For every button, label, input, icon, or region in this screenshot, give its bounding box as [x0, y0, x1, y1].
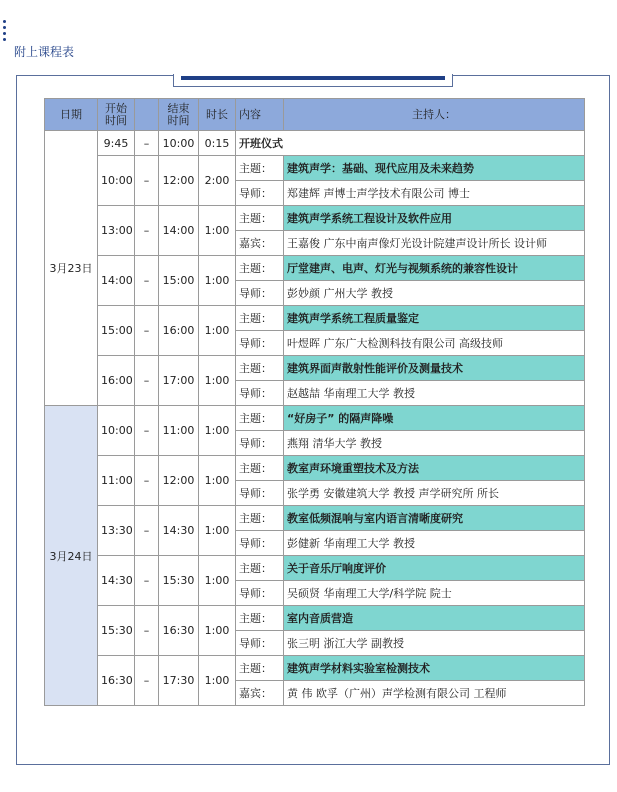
topic-text: 建筑声学材料实验室检测技术 — [284, 656, 585, 681]
speaker-label: 导师： — [236, 481, 284, 506]
topic-label: 主题： — [236, 306, 284, 331]
speaker-info: 王嘉俊 广东中南声像灯光设计院建声设计所长 设计师 — [284, 231, 585, 256]
topic-text: 建筑声学：基础、现代应用及未来趋势 — [284, 156, 585, 181]
speaker-label: 导师： — [236, 381, 284, 406]
speaker-label: 导师： — [236, 331, 284, 356]
speaker-info: 张三明 浙江大学 副教授 — [284, 631, 585, 656]
duration: 1:00 — [199, 456, 236, 506]
session-topic-row — [45, 456, 585, 481]
speaker-info: 吴硕贤 华南理工大学/科学院 院士 — [284, 581, 585, 606]
duration: 1:00 — [199, 506, 236, 556]
bullet-dots-icon — [3, 20, 7, 44]
start-time: 16:00 — [98, 356, 135, 406]
end-time: 17:00 — [159, 356, 199, 406]
topic-label: 主题： — [236, 456, 284, 481]
end-time: 16:30 — [159, 606, 199, 656]
header-host: 主持人： — [284, 99, 585, 131]
topic-label: 主题： — [236, 606, 284, 631]
speaker-label: 导师： — [236, 431, 284, 456]
dash: – — [135, 606, 159, 656]
dash: – — [135, 256, 159, 306]
start-time: 11:00 — [98, 456, 135, 506]
duration: 0:15 — [199, 131, 236, 156]
topic-label: 主题： — [236, 256, 284, 281]
speaker-label: 导师： — [236, 181, 284, 206]
session-topic-row — [45, 656, 585, 681]
dash: – — [135, 506, 159, 556]
speaker-info: 赵越喆 华南理工大学 教授 — [284, 381, 585, 406]
topic-text: 室内音质营造 — [284, 606, 585, 631]
duration: 1:00 — [199, 256, 236, 306]
topic-text: “好房子” 的隔声降噪 — [284, 406, 585, 431]
opening-title: 开班仪式 — [236, 131, 585, 156]
end-time: 17:30 — [159, 656, 199, 706]
start-time: 13:30 — [98, 506, 135, 556]
duration: 1:00 — [199, 306, 236, 356]
end-time: 10:00 — [159, 131, 199, 156]
topic-text: 建筑界面声散射性能评价及测量技术 — [284, 356, 585, 381]
header-duration: 时长 — [199, 99, 236, 131]
topic-label: 主题： — [236, 406, 284, 431]
speaker-info: 彭健新 华南理工大学 教授 — [284, 531, 585, 556]
topic-label: 主题： — [236, 656, 284, 681]
end-time: 15:00 — [159, 256, 199, 306]
header-date: 日期 — [45, 99, 98, 131]
start-time: 14:00 — [98, 256, 135, 306]
session-topic-row — [45, 606, 585, 631]
speaker-info: 黄 伟 欧孚（广州）声学检测有限公司 工程师 — [284, 681, 585, 706]
session-topic-row — [45, 256, 585, 281]
start-time: 15:00 — [98, 306, 135, 356]
frame-tab-bar — [181, 76, 445, 80]
end-time: 15:30 — [159, 556, 199, 606]
header-dash — [135, 99, 159, 131]
start-time: 10:00 — [98, 406, 135, 456]
dash: – — [135, 456, 159, 506]
duration: 1:00 — [199, 206, 236, 256]
start-time: 15:30 — [98, 606, 135, 656]
topic-label: 主题： — [236, 506, 284, 531]
dash: – — [135, 131, 159, 156]
speaker-info: 叶煜晖 广东广大检测科技有限公司 高级技师 — [284, 331, 585, 356]
topic-label: 主题： — [236, 356, 284, 381]
speaker-label: 导师： — [236, 281, 284, 306]
header-end: 结束 时间 — [159, 99, 199, 131]
header-content: 内容 — [236, 99, 284, 131]
session-topic-row — [45, 356, 585, 381]
speaker-info: 燕翔 清华大学 教授 — [284, 431, 585, 456]
end-time: 12:00 — [159, 156, 199, 206]
dash: – — [135, 656, 159, 706]
speaker-label: 导师： — [236, 581, 284, 606]
header-row — [45, 99, 585, 131]
dash: – — [135, 206, 159, 256]
speaker-label: 嘉宾： — [236, 681, 284, 706]
topic-text: 建筑声学系统工程质量鉴定 — [284, 306, 585, 331]
start-time: 10:00 — [98, 156, 135, 206]
end-time: 16:00 — [159, 306, 199, 356]
date-cell: 3月24日 — [45, 406, 98, 706]
start-time: 16:30 — [98, 656, 135, 706]
session-topic-row — [45, 306, 585, 331]
topic-text: 建筑声学系统工程设计及软件应用 — [284, 206, 585, 231]
dash: – — [135, 406, 159, 456]
section-heading: 附上课程表 — [14, 45, 75, 59]
session-topic-row — [45, 206, 585, 231]
topic-text: 关于音乐厅响度评价 — [284, 556, 585, 581]
date-cell: 3月23日 — [45, 131, 98, 406]
duration: 2:00 — [199, 156, 236, 206]
topic-text: 教室低频混响与室内语言清晰度研究 — [284, 506, 585, 531]
session-topic-row — [45, 556, 585, 581]
speaker-label: 导师： — [236, 531, 284, 556]
topic-text: 厅堂建声、电声、灯光与视频系统的兼容性设计 — [284, 256, 585, 281]
duration: 1:00 — [199, 606, 236, 656]
duration: 1:00 — [199, 356, 236, 406]
session-topic-row — [45, 156, 585, 181]
duration: 1:00 — [199, 556, 236, 606]
topic-label: 主题： — [236, 156, 284, 181]
speaker-label: 导师： — [236, 631, 284, 656]
dash: – — [135, 306, 159, 356]
opening-row — [45, 131, 585, 156]
end-time: 14:00 — [159, 206, 199, 256]
end-time: 12:00 — [159, 456, 199, 506]
speaker-info: 彭妙颜 广州大学 教授 — [284, 281, 585, 306]
duration: 1:00 — [199, 656, 236, 706]
topic-label: 主题： — [236, 556, 284, 581]
speaker-info: 郑建辉 声博士声学技术有限公司 博士 — [284, 181, 585, 206]
dash: – — [135, 556, 159, 606]
topic-label: 主题： — [236, 206, 284, 231]
start-time: 14:30 — [98, 556, 135, 606]
dash: – — [135, 356, 159, 406]
session-topic-row — [45, 506, 585, 531]
topic-text: 教室声环境重塑技术及方法 — [284, 456, 585, 481]
speaker-info: 张学勇 安徽建筑大学 教授 声学研究所 所长 — [284, 481, 585, 506]
start-time: 9:45 — [98, 131, 135, 156]
start-time: 13:00 — [98, 206, 135, 256]
course-schedule-table — [44, 98, 585, 706]
session-topic-row — [45, 406, 585, 431]
speaker-label: 嘉宾： — [236, 231, 284, 256]
dash: – — [135, 156, 159, 206]
header-start: 开始 时间 — [98, 99, 135, 131]
end-time: 14:30 — [159, 506, 199, 556]
duration: 1:00 — [199, 406, 236, 456]
end-time: 11:00 — [159, 406, 199, 456]
